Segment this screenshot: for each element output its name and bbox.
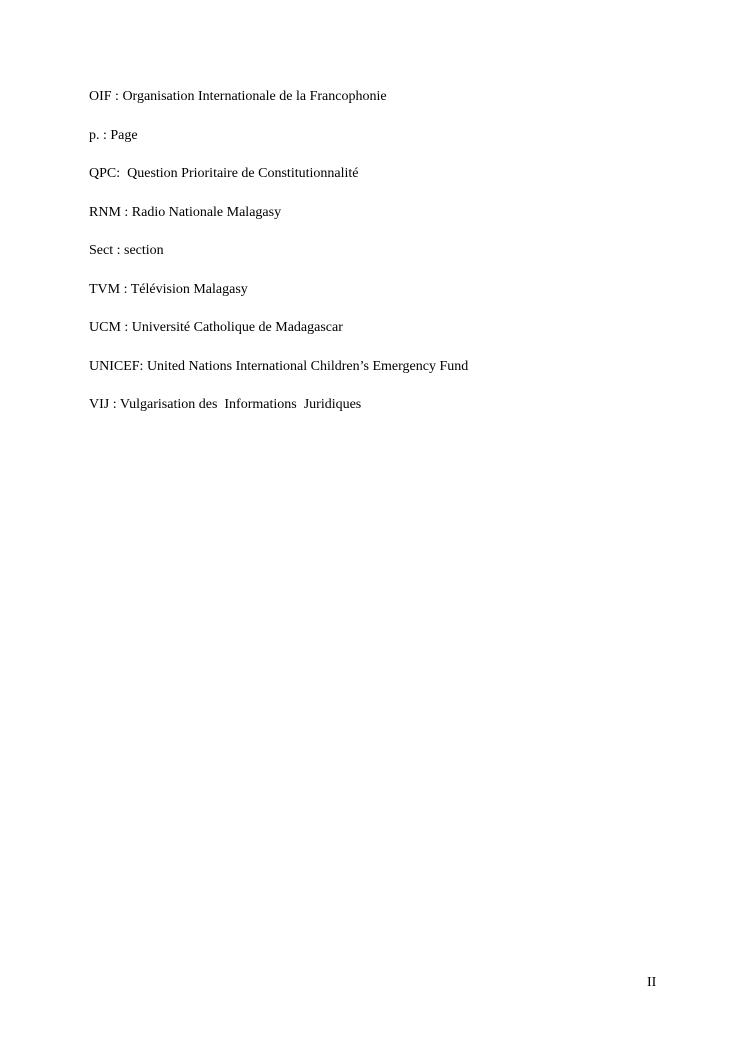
abbreviation-unicef: UNICEF: United Nations International Children’s Emergency Fund [89,358,469,374]
abbreviation-ucm: UCM : Université Catholique de Madagascar [89,320,343,335]
abbreviation-qpc: QPC: Question Prioritaire de Constitutionnalité [89,166,359,181]
abbreviation-p: p. : Page [89,127,138,143]
abbreviation-oif: OIF : Organisation Internationale de la Francophonie [89,89,387,104]
abbreviation-rnm: RNM : Radio Nationale Malagasy [89,204,282,220]
abbreviation-list [89,88,689,435]
abbreviation-sect: Sect : section [89,243,164,258]
abbreviation-vij: VIJ : Vulgarisation des Informations Juridiques [89,397,362,412]
page-number: II [647,975,657,990]
abbreviation-tvm: TVM : Télévision Malagasy [89,281,248,297]
